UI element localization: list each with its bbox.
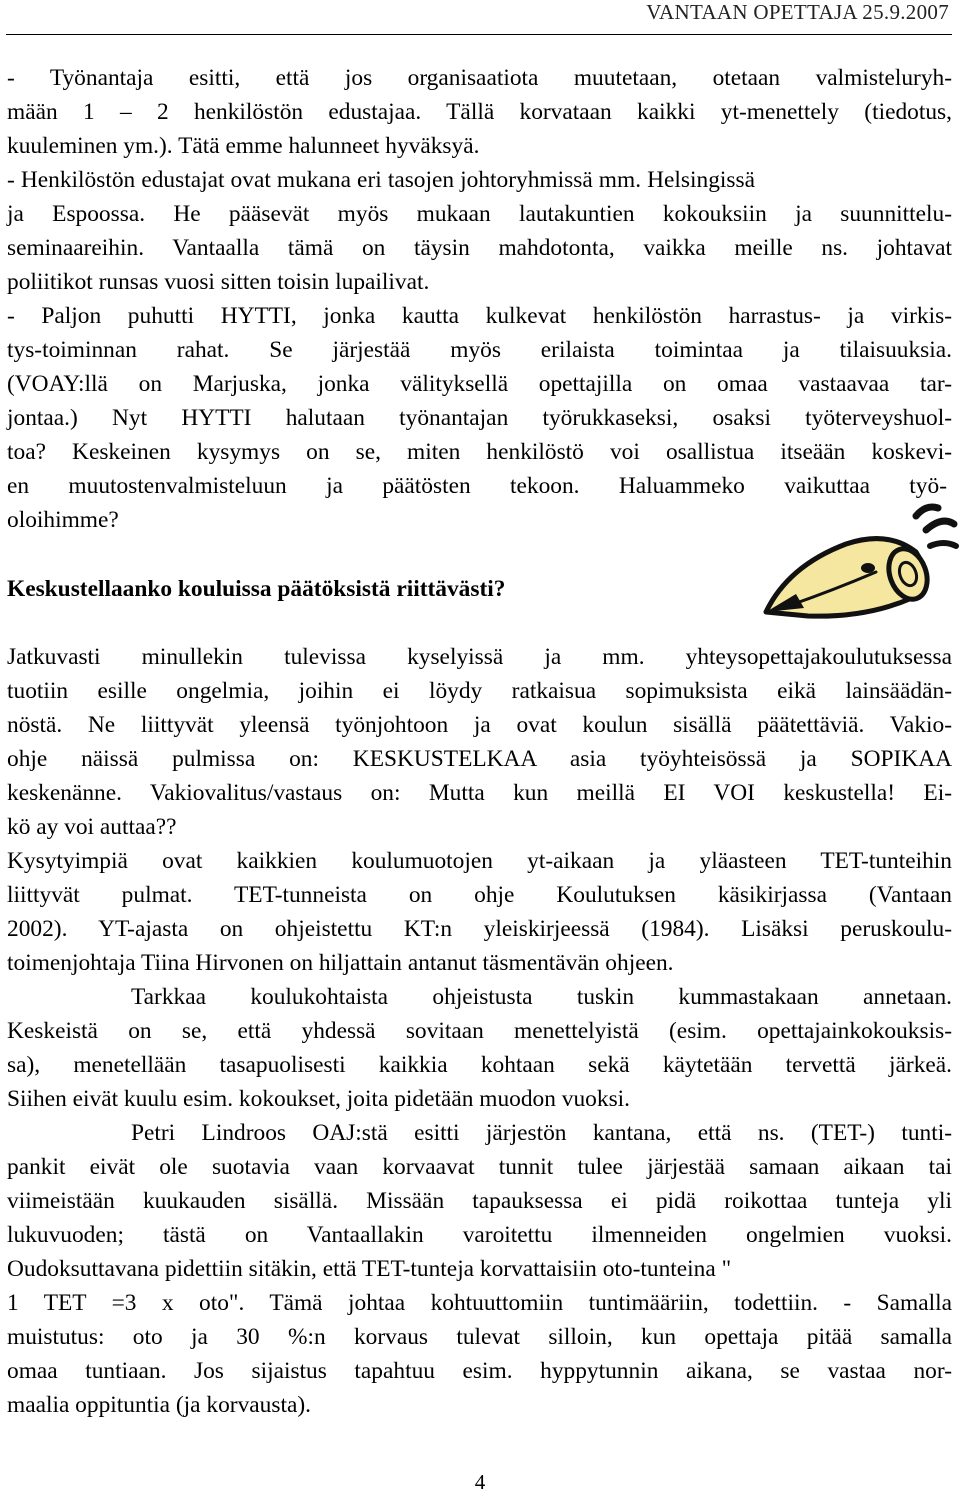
text-line: - Paljon puhutti HYTTI, jonka kautta kulkevat henkilöstön harrastus- ja virkis- bbox=[7, 303, 952, 329]
text-line: (VOAY:llä on Marjuska, jonka välityksellä opettajilla on omaa vastaavaa tar- bbox=[7, 371, 952, 397]
text-line: liittyvät pulmat. TET-tunneista on ohje Koulutuksen käsikirjassa (Vantaan bbox=[7, 882, 952, 908]
text-line: poliitikot runsas vuosi sitten toisin lupailivat. bbox=[7, 269, 430, 295]
text-line: ohje näissä pulmissa on: KESKUSTELKAA asia työyhteisössä ja SOPIKAA bbox=[7, 746, 952, 772]
text-line: tys-toiminnan rahat. Se järjestää myös erilaista toimintaa ja tilaisuuksia. bbox=[7, 337, 952, 363]
text-line: - Henkilöstön edustajat ovat mukana eri tasojen johtoryhmissä mm. Helsingissä bbox=[7, 167, 755, 193]
text-line: Oudoksuttavana pidettiin sitäkin, että TET-tunteja korvattaisiin oto-tunteina " bbox=[7, 1256, 732, 1282]
text-line: Keskeistä on se, että yhdessä sovitaan menettelyistä (esim. opettajainkokouksis- bbox=[7, 1018, 952, 1044]
text-line: maalia oppituntia (ja korvausta). bbox=[7, 1392, 311, 1418]
section-heading: Keskustellaanko kouluissa päätöksistä riittävästi? bbox=[7, 576, 506, 602]
text-line: keskenänne. Vakiovalitus/vastaus on: Mutta kun meillä EI VOI keskustella! Ei- bbox=[7, 780, 952, 806]
text-line: Siihen eivät kuulu esim. kokoukset, joita pidetään muodon vuoksi. bbox=[7, 1086, 631, 1112]
text-line: mään 1 – 2 henkilöstön edustajaa. Tällä korvataan kaikki yt-menettely (tiedotus, bbox=[7, 99, 952, 125]
text-line: lukuvuoden; tästä on Vantaallakin varoitettu ilmenneiden ongelmien vuoksi. bbox=[7, 1222, 952, 1248]
text-line: toimenjohtaja Tiina Hirvonen on hiljattain antanut täsmentävän ohjeen. bbox=[7, 950, 674, 976]
text-line: sa), menetellään tasapuolisesti kaikkia kohtaan sekä käytetään tervettä järkeä. bbox=[7, 1052, 952, 1078]
text-line: Kysytyimpiä ovat kaikkien koulumuotojen yt-aikaan ja yläasteen TET-tunteihin bbox=[7, 848, 952, 874]
running-header: VANTAAN OPETTAJA 25.9.2007 bbox=[646, 0, 949, 24]
header-rule bbox=[6, 34, 952, 35]
page-number: 4 bbox=[474, 1470, 486, 1494]
text-line: 1 TET =3 x oto". Tämä johtaa kohtuuttomiin tuntimääriin, todettiin. - Samalla bbox=[7, 1290, 952, 1316]
text-line: omaa tuntiaan. Jos sijaistus tapahtuu esim. hyppytunnin aikana, se vastaa nor- bbox=[7, 1358, 952, 1384]
text-line: Petri Lindroos OAJ:stä esitti järjestön kantana, että ns. (TET-) tunti- bbox=[131, 1120, 952, 1146]
text-line: - Työnantaja esitti, että jos organisaatiota muutetaan, otetaan valmisteluryh- bbox=[7, 65, 952, 91]
text-line: kö ay voi auttaa?? bbox=[7, 814, 177, 840]
text-line: nöstä. Ne liittyvät yleensä työnjohtoon ja ovat koulun sisällä päätettäviä. Vakio- bbox=[7, 712, 952, 738]
text-line: ja Espoossa. He pääsevät myös mukaan lautakuntien kokouksiin ja suunnittelu- bbox=[7, 201, 952, 227]
text-line: oloihimme? bbox=[7, 507, 119, 533]
text-line: muistutus: oto ja 30 %:n korvaus tulevat silloin, kun opettaja pitää samalla bbox=[7, 1324, 952, 1350]
text-line: Tarkkaa koulukohtaista ohjeistusta tuskin kummastakaan annetaan. bbox=[131, 984, 952, 1010]
text-line: 2002). YT-ajasta on ohjeistettu KT:n yleiskirjeessä (1984). Lisäksi peruskoulu- bbox=[7, 916, 952, 942]
text-line: kuuleminen ym.). Tätä emme halunneet hyväksyä. bbox=[7, 133, 480, 159]
text-line: toa? Keskeinen kysymys on se, miten henkilöstö voi osallistua itseään koskevi- bbox=[7, 439, 952, 465]
text-line: pankit eivät ole suotavia vaan korvaavat tunnit tulee järjestää samaan aikaan tai bbox=[7, 1154, 952, 1180]
text-line: jontaa.) Nyt HYTTI halutaan työnantajan työrukkaseksi, osaksi työterveyshuol- bbox=[7, 405, 952, 431]
text-line: seminaareihin. Vantaalla tämä on täysin mahdotonta, vaikka meille ns. johtavat bbox=[7, 235, 952, 261]
text-line: en muutostenvalmisteluun ja päätösten tekoon. Haluammeko vaikuttaa työ- bbox=[7, 473, 947, 499]
pen-nib-icon bbox=[748, 494, 960, 634]
text-line: viimeistään kuukauden sisällä. Missään tapauksessa ei pidä roikottaa tunteja yli bbox=[7, 1188, 952, 1214]
text-line: Jatkuvasti minullekin tulevissa kyselyissä ja mm. yhteysopettajakoulutuksessa bbox=[7, 644, 952, 670]
text-line: tuotiin esille ongelmia, joihin ei löydy ratkaisua sopimuksista eikä lainsäädän- bbox=[7, 678, 952, 704]
